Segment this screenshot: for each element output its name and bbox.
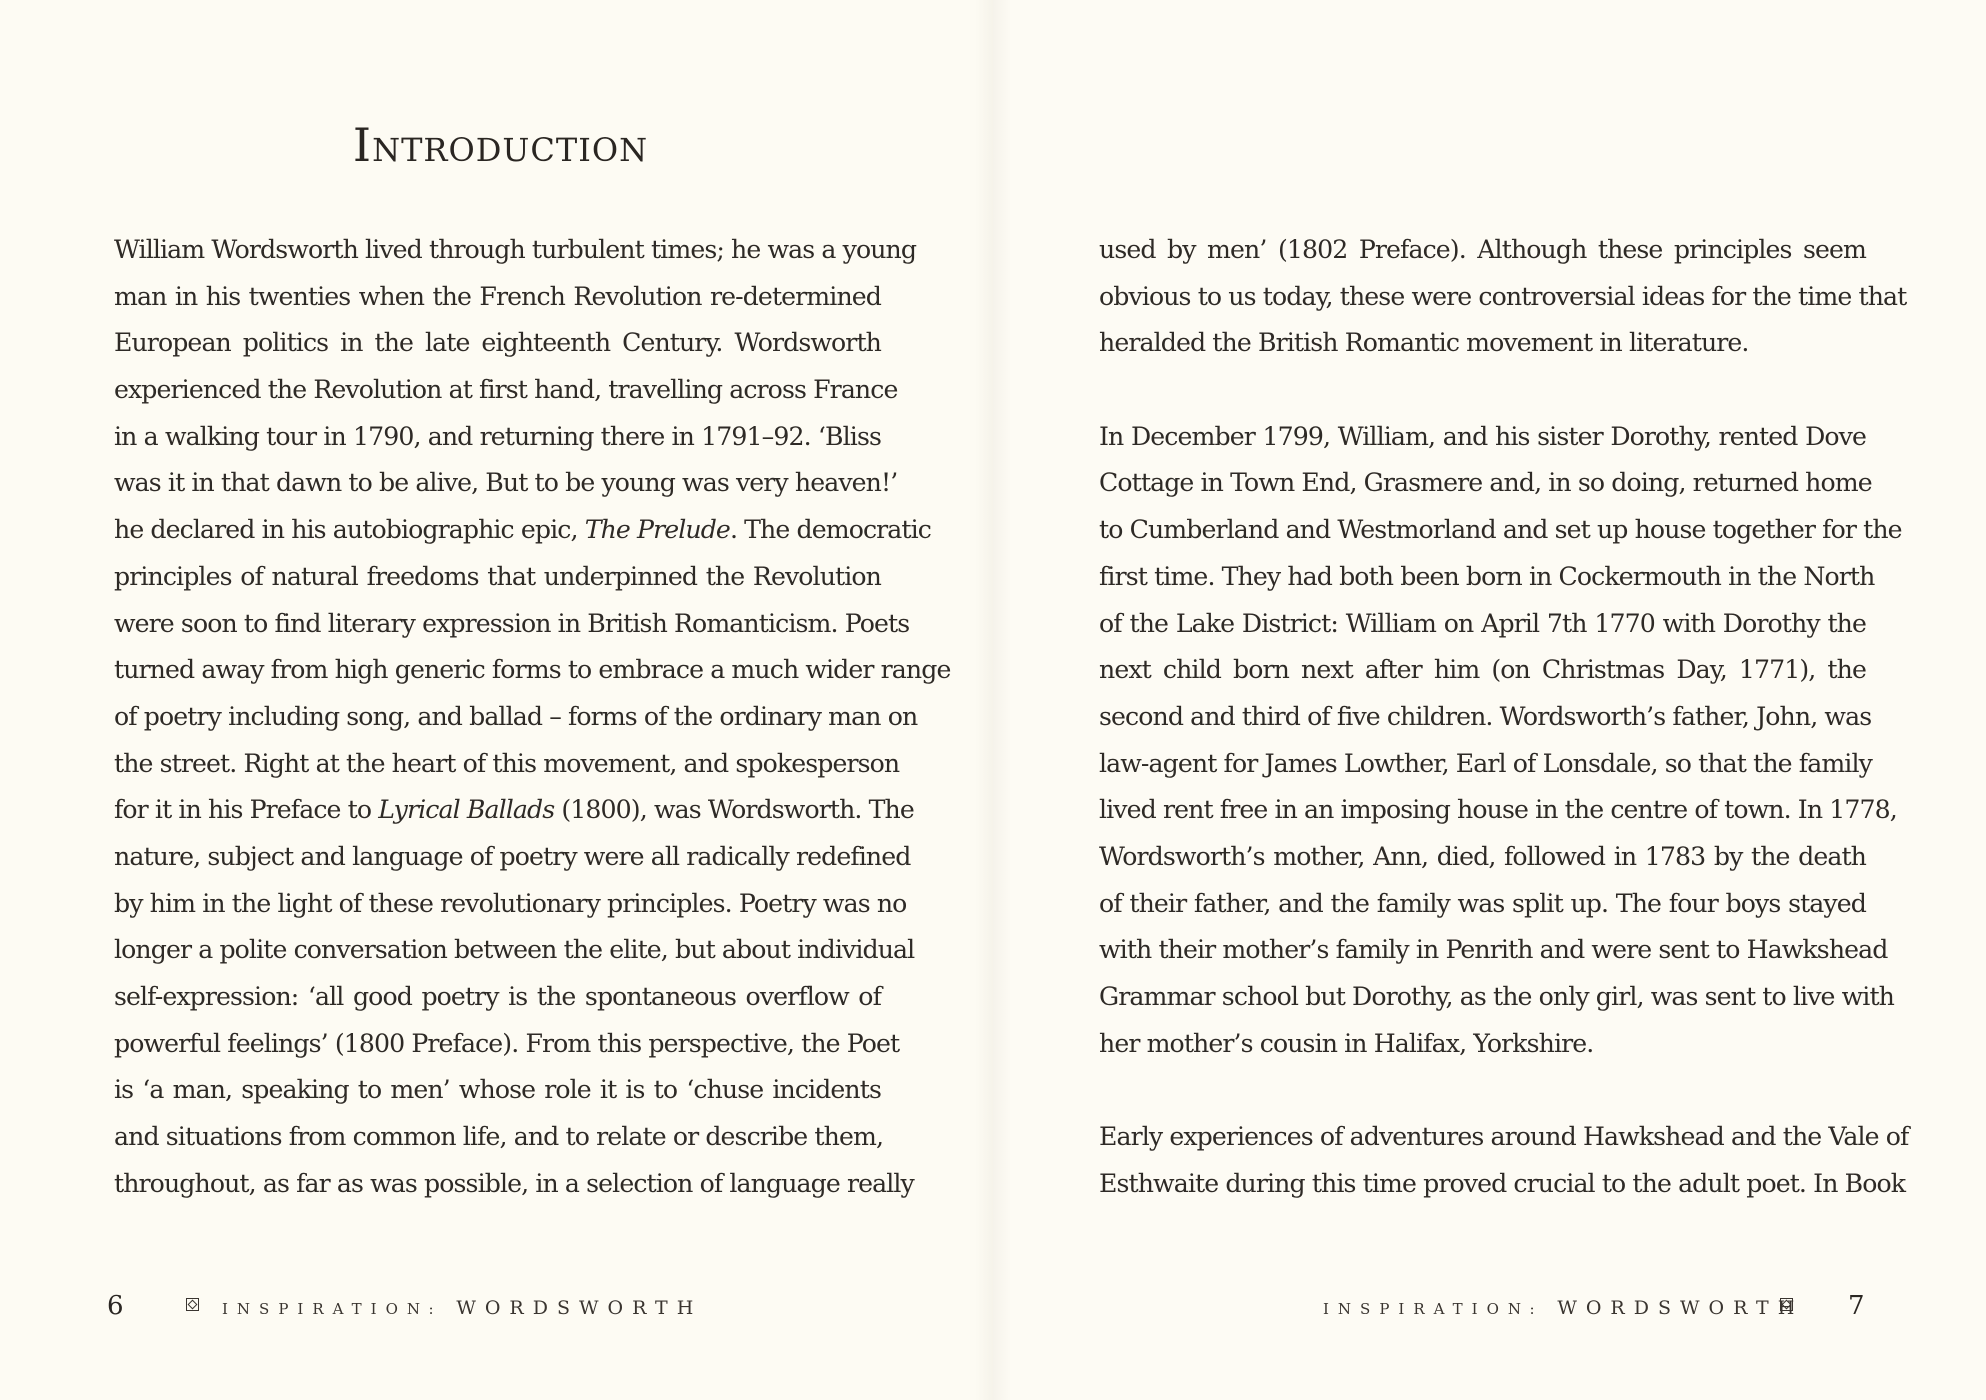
text-line: first time. They had both been born in Cockermouth in the North [1099, 561, 1875, 591]
italic-title: The Prelude [584, 515, 730, 545]
text-line: of poetry including song, and ballad – forms of the ordinary man on [114, 701, 918, 731]
text-line: man in his twenties when the French Revolution re-determined [114, 281, 881, 311]
page-number: 7 [1848, 1291, 1865, 1321]
text-line: turned away from high generic forms to embrace a much wider range [114, 655, 951, 685]
text-line: her mother’s cousin in Halifax, Yorkshire. [1099, 1028, 1594, 1058]
text-line: with their mother’s family in Penrith and were sent to Hawkshead [1099, 935, 1888, 965]
text-line: Grammar school but Dorothy, as the only girl, was sent to live with [1099, 982, 1894, 1011]
running-head [1323, 1297, 1803, 1319]
paragraph-break [1099, 367, 1866, 414]
text-line: were soon to find literary expression in British Romanticism. Poets [114, 608, 910, 638]
text-line: powerful feelings’ (1800 Preface). From this perspective, the Poet [114, 1028, 900, 1058]
text-line [114, 507, 932, 554]
text-line: nature, subject and language of poetry were all radically redefined [114, 841, 911, 871]
text-line: principles of natural freedoms that underpinned the Revolution [114, 561, 881, 591]
text-line: heralded the British Romantic movement in literature. [1099, 328, 1749, 358]
text-line: Esthwaite during this time proved crucial to the adult poet. In Book [1099, 1168, 1906, 1198]
text-line: experienced the Revolution at first hand, travelling across France [114, 375, 898, 405]
text-line: Cottage in Town End, Grasmere and, in so doing, returned home [1099, 468, 1872, 498]
text-line: of their father, and the family was split up. The four boys stayed [1099, 888, 1866, 918]
text-line: throughout, as far as was possible, in a selection of language really [114, 1168, 914, 1198]
text-segment: . The democratic [729, 515, 932, 545]
italic-title: Lyrical Ballads [378, 795, 555, 825]
text-segment: he declared in his autobiographic epic, [114, 515, 585, 545]
chapter-title: Introduction [352, 118, 649, 172]
text-line: by him in the light of these revolutionary principles. Poetry was no [114, 888, 907, 918]
text-line: to Cumberland and Westmorland and set up house together for the [1099, 515, 1902, 545]
text-line: the street. Right at the heart of this movement, and spokesperson [114, 748, 900, 778]
text-line: and situations from common life, and to relate or describe them, [114, 1122, 884, 1152]
left-page-body [114, 227, 951, 1207]
page-number: 6 [107, 1291, 124, 1321]
text-line: next child born next after him (on Christmas Day, 1771), the [1099, 655, 1866, 685]
text-line: In December 1799, William, and his sister Dorothy, rented Dove [1099, 421, 1866, 451]
text-line: of the Lake District: William on April 7th 1770 with Dorothy the [1099, 608, 1866, 638]
running-head-book: WORDSWORTH [1557, 1297, 1804, 1319]
right-page [993, 0, 1986, 1400]
text-line: in a walking tour in 1790, and returning there in 1791–92. ‘Bliss [114, 421, 881, 451]
ornament-icon [1780, 1298, 1793, 1311]
running-head-prefix: INSPIRATION: [1323, 1300, 1544, 1318]
text-line: obvious to us today, these were controversial ideas for the time that [1099, 281, 1907, 311]
text-line [114, 787, 914, 834]
text-line: was it in that dawn to be alive, But to be young was very heaven!’ [114, 468, 898, 498]
text-line: Early experiences of adventures around Hawkshead and the Vale of [1099, 1122, 1909, 1152]
running-head-prefix: INSPIRATION: [222, 1300, 443, 1318]
ornament-icon [186, 1298, 199, 1311]
text-line: law-agent for James Lowther, Earl of Lonsdale, so that the family [1099, 748, 1872, 778]
text-line: lived rent free in an imposing house in the centre of town. In 1778, [1099, 795, 1897, 825]
text-line: second and third of five children. Wordsworth’s father, John, was [1099, 701, 1872, 731]
running-head [222, 1297, 702, 1319]
text-line: European politics in the late eighteenth Century. Wordsworth [114, 328, 881, 358]
text-line: William Wordsworth lived through turbulent times; he was a young [114, 235, 917, 264]
text-line: Wordsworth’s mother, Ann, died, followed in 1783 by the death [1099, 841, 1866, 871]
text-line: self-expression: ‘all good poetry is the spontaneous overflow of [114, 982, 881, 1011]
text-line: longer a polite conversation between the elite, but about individual [114, 935, 915, 965]
paragraph-break [1099, 1067, 1866, 1114]
right-page-body [1099, 227, 1909, 1207]
running-head-book: WORDSWORTH [456, 1297, 703, 1319]
book-gutter [975, 0, 1011, 1400]
text-segment: (1800), was Wordsworth. The [554, 795, 914, 825]
text-segment: for it in his Preface to [114, 795, 379, 825]
text-line: used by men’ (1802 Preface). Although these principles seem [1099, 235, 1866, 264]
text-line: is ‘a man, speaking to men’ whose role it is to ‘chuse incidents [114, 1075, 881, 1105]
